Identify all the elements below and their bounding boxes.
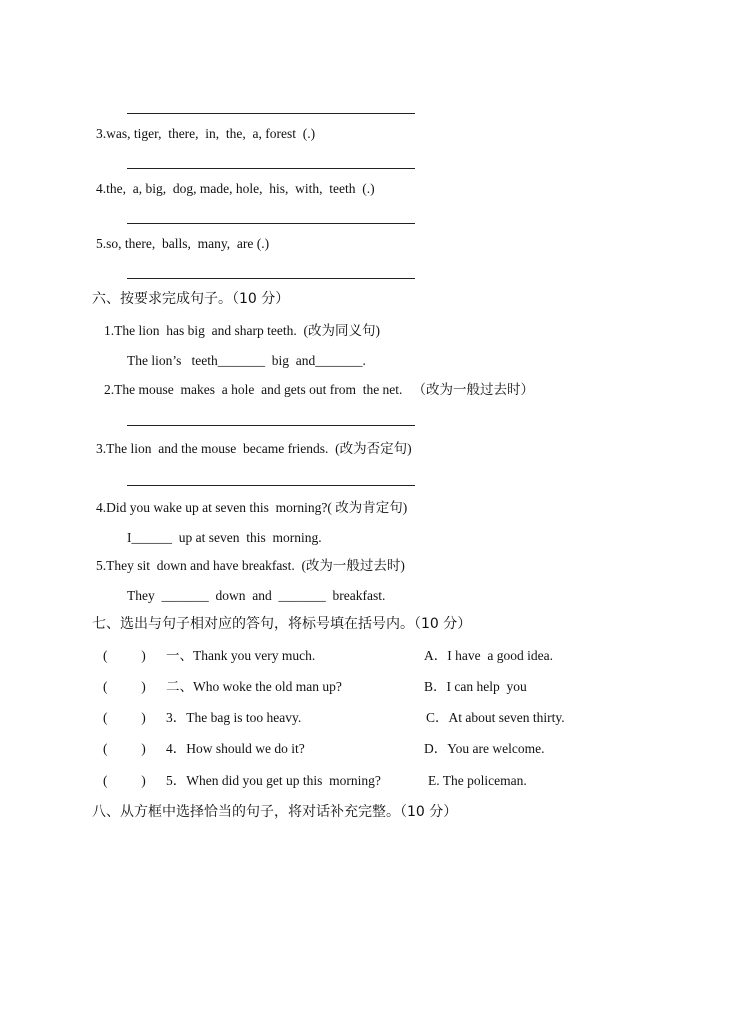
match-question: 5．When did you get up this morning? bbox=[166, 773, 381, 788]
question-5-3: 3.was, tiger, there, in, the, a, forest (.) bbox=[96, 126, 316, 141]
answer-6-5[interactable]: They _______ down and _______ breakfast. bbox=[127, 588, 386, 603]
question-5-5: 5.so, there, balls, many, are (.) bbox=[96, 236, 270, 251]
question-5-4: 4.the, a, big, dog, made, hole, his, with, teeth (.) bbox=[96, 181, 375, 196]
answer-line[interactable] bbox=[127, 425, 415, 426]
question-6-1: 1.The lion has big and sharp teeth. (改为同义句) bbox=[104, 323, 380, 338]
answer-bracket[interactable]: ( ) bbox=[103, 741, 146, 756]
answer-line[interactable] bbox=[127, 168, 415, 169]
section-heading-6: 六、按要求完成句子。（10 分） bbox=[92, 291, 290, 307]
answer-bracket[interactable]: ( ) bbox=[103, 679, 146, 694]
match-question: 3．The bag is too heavy. bbox=[166, 710, 302, 725]
question-6-5: 5.They sit down and have breakfast. (改为一般过去时) bbox=[96, 558, 405, 573]
answer-6-4[interactable]: I______ up at seven this morning. bbox=[127, 530, 322, 545]
answer-line[interactable] bbox=[127, 113, 415, 114]
match-question: 一、Thank you very much. bbox=[166, 648, 316, 663]
match-option: A．I have a good idea. bbox=[424, 648, 553, 663]
answer-bracket[interactable]: ( ) bbox=[103, 710, 146, 725]
section-heading-7: 七、选出与句子相对应的答句，将标号填在括号内。（10 分） bbox=[92, 616, 472, 632]
question-6-4: 4.Did you wake up at seven this morning?( 改为肯定句) bbox=[96, 500, 408, 515]
section-heading-8: 八、从方框中选择恰当的句子，将对话补充完整。（10 分） bbox=[92, 804, 458, 820]
question-6-3: 3.The lion and the mouse became friends. (改为否定句) bbox=[96, 441, 412, 456]
match-question: 二、Who woke the old man up? bbox=[166, 679, 342, 694]
answer-6-1[interactable]: The lion’s teeth_______ big and_______. bbox=[127, 353, 366, 368]
match-option: B．I can help you bbox=[424, 679, 527, 694]
match-option: E. The policeman. bbox=[428, 773, 527, 788]
match-question: 4．How should we do it? bbox=[166, 741, 305, 756]
answer-line[interactable] bbox=[127, 278, 415, 279]
match-option: D．You are welcome. bbox=[424, 741, 545, 756]
answer-line[interactable] bbox=[127, 223, 415, 224]
match-option: C．At about seven thirty. bbox=[426, 710, 565, 725]
answer-line[interactable] bbox=[127, 485, 415, 486]
question-6-2: 2.The mouse makes a hole and gets out from the net. （改为一般过去时） bbox=[104, 382, 535, 397]
answer-bracket[interactable]: ( ) bbox=[103, 773, 146, 788]
answer-bracket[interactable]: ( ) bbox=[103, 648, 146, 663]
